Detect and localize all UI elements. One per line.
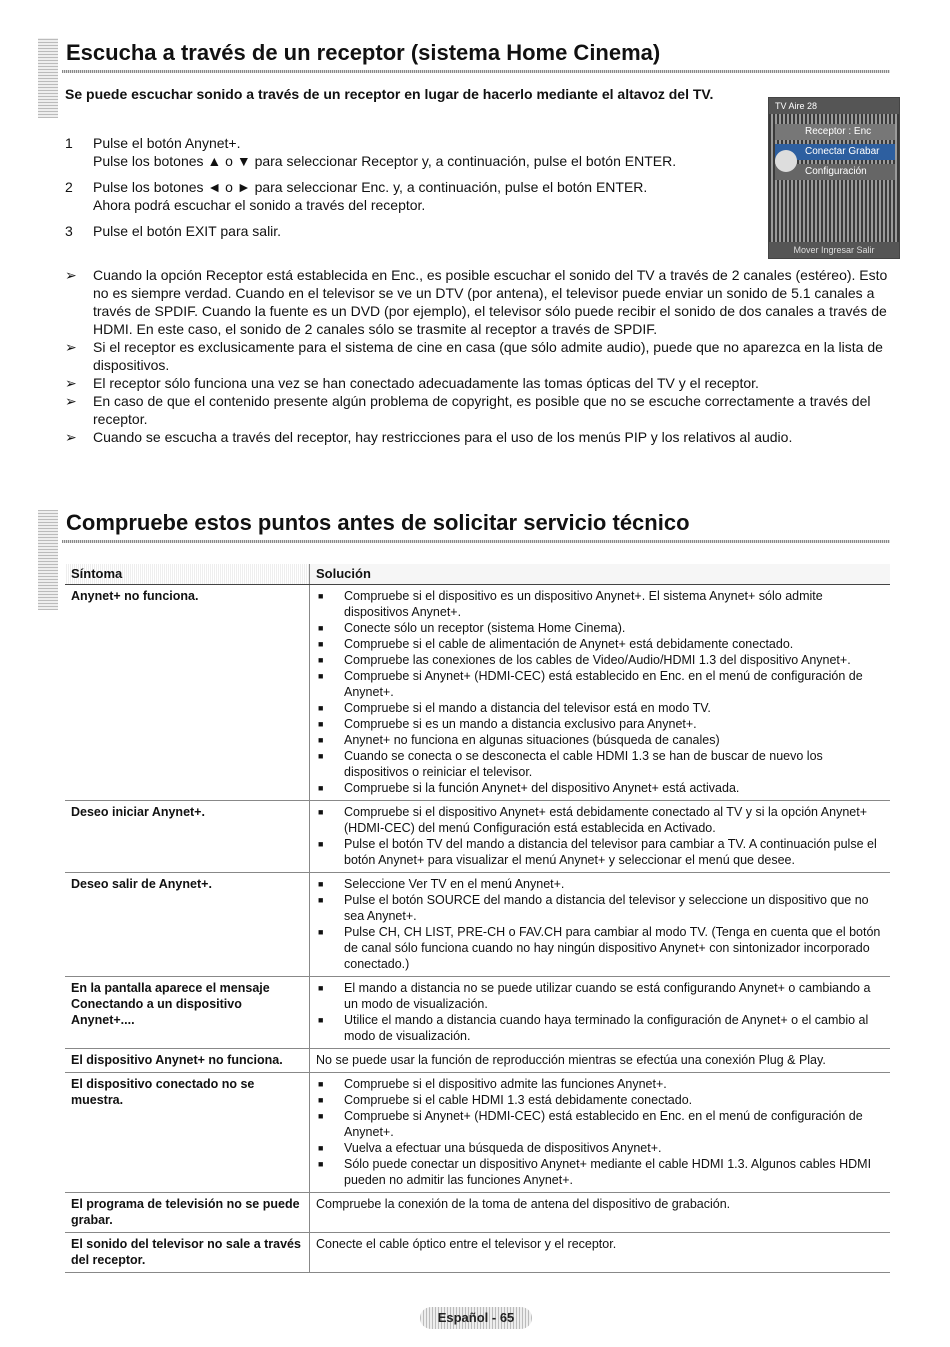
note-item (65, 428, 890, 446)
solution-item: ■ Utilice el mando a distancia cuando haya terminado la configuración de Anynet+ o el cambio al modo de visualización. (316, 1012, 884, 1044)
solution-item: ■ El mando a distancia no se puede utilizar cuando se está configurando Anynet+ o cambiando a un modo de visualización. (316, 980, 884, 1012)
note-item (65, 266, 890, 338)
note-text: En caso de que el contenido presente algún problema de copyright, es posible que no se escuche correctamente a través del receptor. (93, 393, 871, 427)
solution-list (316, 1076, 884, 1188)
solution-cell (310, 585, 891, 801)
header-bar-decoration (38, 38, 58, 118)
note-arrow-icon: ➢ (65, 375, 77, 391)
step-text: Pulse los botones ◄ o ► para seleccionar Enc. y, a continuación, pulse el botón ENTER. Ahora podrá escuchar el sonido a través del receptor. (93, 179, 648, 213)
symptom-cell: El sonido del televisor no sale a través del receptor. (65, 1233, 310, 1273)
note-item (65, 374, 890, 392)
header-rule (62, 70, 890, 73)
step-item (65, 134, 755, 170)
note-item (65, 392, 890, 428)
note-arrow-icon: ➢ (65, 339, 77, 355)
step-number: 2 (65, 179, 73, 195)
solution-item: ■ Compruebe si el dispositivo es un dispositivo Anynet+. El sistema Anynet+ sólo admite dispositivos Anynet+. (316, 588, 884, 620)
osd-row-receptor: Receptor : Enc (775, 124, 895, 140)
solution-item: ■ Conecte sólo un receptor (sistema Home Cinema). (316, 620, 884, 636)
col-header-solution: Solución (310, 564, 891, 585)
table-row (65, 1073, 890, 1193)
step-text: Pulse el botón Anynet+. Pulse los botones ▲ o ▼ para seleccionar Receptor y, a continuación, pulse el botón ENTER. (93, 135, 677, 169)
solution-list (316, 804, 884, 868)
symptom-cell: El dispositivo conectado no se muestra. (65, 1073, 310, 1193)
solution-cell (310, 801, 891, 873)
steps-list (65, 134, 755, 248)
table-row (65, 1233, 890, 1273)
note-arrow-icon: ➢ (65, 429, 77, 445)
step-item (65, 178, 755, 214)
symptom-cell: El dispositivo Anynet+ no funciona. (65, 1049, 310, 1073)
solution-item: ■ Compruebe si Anynet+ (HDMI-CEC) está establecido en Enc. en el menú de configuración de Anynet+. (316, 668, 884, 700)
solution-cell: Conecte el cable óptico entre el televisor y el receptor. (310, 1233, 891, 1273)
note-text: Cuando se escucha a través del receptor, hay restricciones para el uso de los menús PIP y los relativos al audio. (93, 429, 793, 445)
note-text: El receptor sólo funciona una vez se han conectado adecuadamente las tomas ópticas del TV y el receptor. (93, 375, 759, 391)
section-title-receptor: Escucha a través de un receptor (sistema Home Cinema) (66, 40, 661, 65)
symptom-cell: Deseo salir de Anynet+. (65, 873, 310, 977)
solution-item: ■ Cuando se conecta o se desconecta el cable HDMI 1.3 se han de buscar de nuevo los dispositivos o reiniciar el televisor. (316, 748, 884, 780)
solution-item: ■ Vuelva a efectuar una búsqueda de dispositivos Anynet+. (316, 1140, 884, 1156)
solution-item: ■ Compruebe si es un mando a distancia exclusivo para Anynet+. (316, 716, 884, 732)
solution-item: ■ Compruebe si el dispositivo admite las funciones Anynet+. (316, 1076, 884, 1092)
intro-text: Se puede escuchar sonido a través de un receptor en lugar de hacerlo mediante el altavoz del TV. (65, 86, 714, 102)
solution-cell: No se puede usar la función de reproducción mientras se efectúa una conexión Plug & Play. (310, 1049, 891, 1073)
col-header-symptom: Síntoma (65, 564, 310, 585)
solution-item: ■ Compruebe si el mando a distancia del televisor está en modo TV. (316, 700, 884, 716)
page-number-footer: Español - 65 (420, 1307, 532, 1329)
osd-title: TV Aire 28 (769, 98, 899, 114)
table-row (65, 801, 890, 873)
solution-item: ■ Compruebe si el cable HDMI 1.3 está debidamente conectado. (316, 1092, 884, 1108)
solution-item: ■ Pulse el botón TV del mando a distancia del televisor para cambiar a TV. A continuación pulse el botón Anynet+ para visualizar el menú Anynet+ y seleccionar el menú que desee. (316, 836, 884, 868)
note-arrow-icon: ➢ (65, 393, 77, 409)
table-row (65, 1049, 890, 1073)
solution-list (316, 876, 884, 972)
solution-item: ■ Compruebe las conexiones de los cables de Video/Audio/HDMI 1.3 del dispositivo Anynet+. (316, 652, 884, 668)
step-number: 1 (65, 135, 73, 151)
solution-list (316, 980, 884, 1044)
section-header-receptor (38, 38, 890, 118)
solution-cell (310, 1073, 891, 1193)
solution-item: ■ Anynet+ no funciona en algunas situaciones (búsqueda de canales) (316, 732, 884, 748)
note-item (65, 338, 890, 374)
osd-row-configuracion: Configuración (775, 164, 895, 180)
symptom-cell: En la pantalla aparece el mensaje Conectando a un dispositivo Anynet+.... (65, 977, 310, 1049)
symptom-cell: El programa de televisión no se puede grabar. (65, 1193, 310, 1233)
step-text: Pulse el botón EXIT para salir. (93, 223, 282, 239)
table-row (65, 585, 890, 801)
step-number: 3 (65, 223, 73, 239)
solution-item: ■ Seleccione Ver TV en el menú Anynet+. (316, 876, 884, 892)
troubleshooting-table (65, 564, 890, 1273)
solution-cell (310, 977, 891, 1049)
symptom-cell: Anynet+ no funciona. (65, 585, 310, 801)
osd-anynet-icon (775, 150, 797, 172)
solution-item: ■ Compruebe si el dispositivo Anynet+ está debidamente conectado al TV y si la opción Anynet+ (HDMI-CEC) del menú Configuración está establecida en Activado. (316, 804, 884, 836)
header-bar-decoration (38, 510, 58, 610)
step-item (65, 222, 755, 240)
solution-item: ■ Sólo puede conectar un dispositivo Anynet+ mediante el cable HDMI 1.3. Algunos cables HDMI pueden no admitir las funciones Anynet+. (316, 1156, 884, 1188)
solution-list (316, 588, 884, 796)
osd-row-conectar-grabar: Conectar Grabar (775, 144, 895, 160)
solution-item: ■ Compruebe si la función Anynet+ del dispositivo Anynet+ está activada. (316, 780, 884, 796)
table-row (65, 873, 890, 977)
symptom-cell: Deseo iniciar Anynet+. (65, 801, 310, 873)
solution-item: ■ Compruebe si Anynet+ (HDMI-CEC) está establecido en Enc. en el menú de configuración de Anynet+. (316, 1108, 884, 1140)
note-text: Cuando la opción Receptor está establecida en Enc., es posible escuchar el sonido del TV a través de 2 canales (estéreo). Esto no es siempre verdad. Cuando en el televisor se ve un DTV (por antena), el televisor puede enviar un sonido de 5.1 canales a través de SPDIF. Cuando la fuente es un DVD (por ejemplo), el televisor sólo puede recibir el sonido de dos canales a través de HDMI. En este caso, el sonido de 2 canales sólo se trasmite al receptor a través de SPDIF. (93, 267, 888, 337)
osd-footer: Mover Ingresar Salir (769, 242, 899, 258)
table-row (65, 977, 890, 1049)
notes-list (65, 266, 890, 446)
section-title-troubleshooting: Compruebe estos puntos antes de solicitar servicio técnico (66, 510, 690, 535)
tv-osd-screenshot (768, 97, 900, 259)
solution-item: ■ Compruebe si el cable de alimentación de Anynet+ está debidamente conectado. (316, 636, 884, 652)
table-row (65, 1193, 890, 1233)
note-arrow-icon: ➢ (65, 267, 77, 283)
solution-item: ■ Pulse CH, CH LIST, PRE-CH o FAV.CH para cambiar al modo TV. (Tenga en cuenta que el botón de canal sólo funciona cuando no hay ningún dispositivo Anynet+ con sintonizador incorporado conectado.) (316, 924, 884, 972)
solution-cell (310, 873, 891, 977)
note-text: Si el receptor es exclusicamente para el sistema de cine en casa (que sólo admite audio), puede que no aparezca en la lista de dispositivos. (93, 339, 883, 373)
solution-item: ■ Pulse el botón SOURCE del mando a distancia del televisor y seleccione un dispositivo que no sea Anynet+. (316, 892, 884, 924)
header-rule (62, 540, 890, 543)
solution-cell: Compruebe la conexión de la toma de antena del dispositivo de grabación. (310, 1193, 891, 1233)
